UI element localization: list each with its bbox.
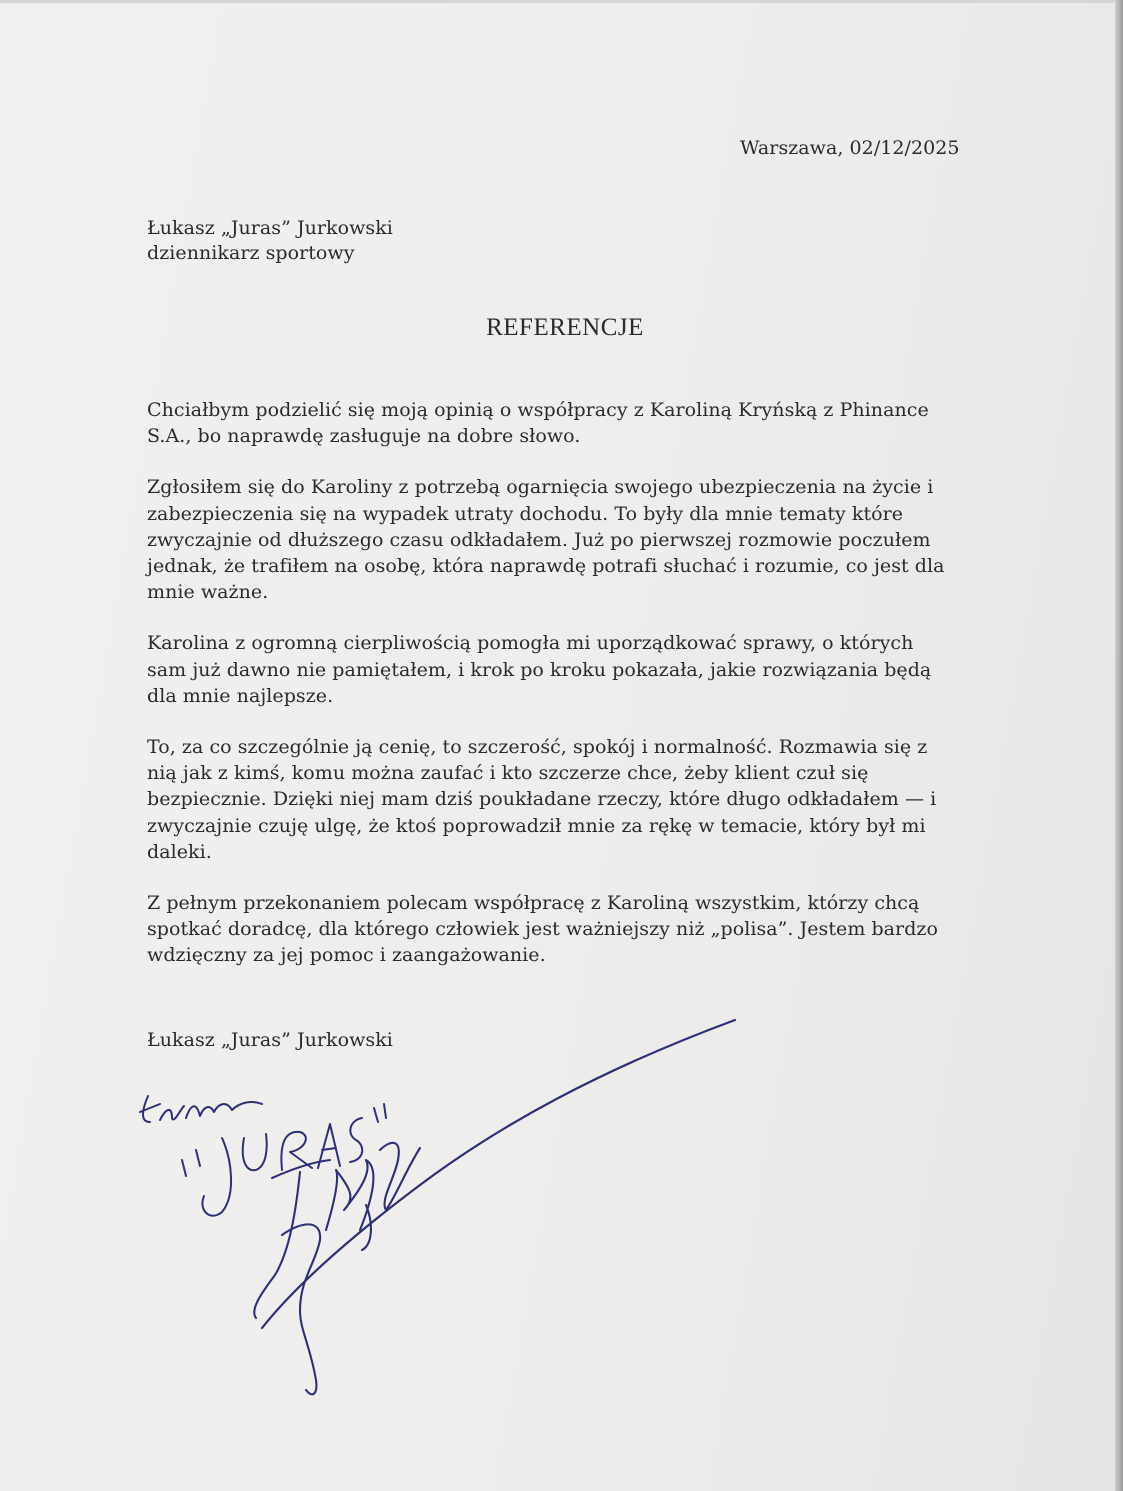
document-title: REFERENCJE — [486, 314, 644, 341]
body-paragraph: To, za co szczególnie ją cenię, to szczerość, spokój i normalność. Rozmawia się z nią jak z kimś, komu można zaufać i kto szczerze chce, żeby klient czuł się bezpiecznie. Dzięki niej mam dziś poukładane rzeczy, które długo odkładałem — i zwyczajnie czuję ulgę, że ktoś poprowadził mnie za rękę w temacie, który był mi daleki. — [147, 736, 937, 863]
letter-body — [147, 397, 947, 994]
body-paragraph: Z pełnym przekonaniem polecam współpracę z Karoliną wszystkim, którzy chcą spotkać doradcę, dla którego człowiek jest ważniejszy niż „polisa”. Jestem bardzo wdzięczny za jej pomoc i zaangażowanie. — [147, 892, 938, 967]
body-paragraph: Karolina z ogromną cierpliwością pomogła mi uporządkować sprawy, o których sam już dawno nie pamiętałem, i krok po kroku pokazała, jakie rozwiązania będą dla mnie najlepsze. — [147, 632, 932, 707]
page-top-edge — [0, 0, 1123, 3]
page-right-edge-shadow — [1115, 0, 1123, 1491]
signature-first-name — [140, 1096, 262, 1122]
signature-surname — [254, 1143, 420, 1395]
author-name: Łukasz „Juras” Jurkowski — [147, 217, 393, 239]
author-role: dziennikarz sportowy — [147, 242, 355, 264]
body-paragraph: Zgłosiłem się do Karoliny z potrzebą ogarnięcia swojego ubezpieczenia na życie i zabezpieczenia się na wypadek utraty dochodu. To były dla mnie tematy które zwyczajnie od dłuższego czasu odkładałem. Już po pierwszej rozmowie poczułem jednak, że trafiłem na osobę, która naprawdę potrafi słuchać i rozumie, co jest dla mnie ważne. — [147, 476, 945, 604]
body-paragraph: Chciałbym podzielić się moją opinią o współpracy z Karoliną Kryńską z Phinance S.A., bo naprawdę zasługuje na dobre słowo. — [147, 399, 929, 448]
signature-sweep-stroke — [262, 1020, 735, 1328]
date-line: Warszawa, 02/12/2025 — [740, 137, 960, 159]
signature-nickname — [182, 1104, 386, 1216]
signoff-name: Łukasz „Juras” Jurkowski — [147, 1029, 393, 1051]
author-block — [147, 216, 393, 266]
